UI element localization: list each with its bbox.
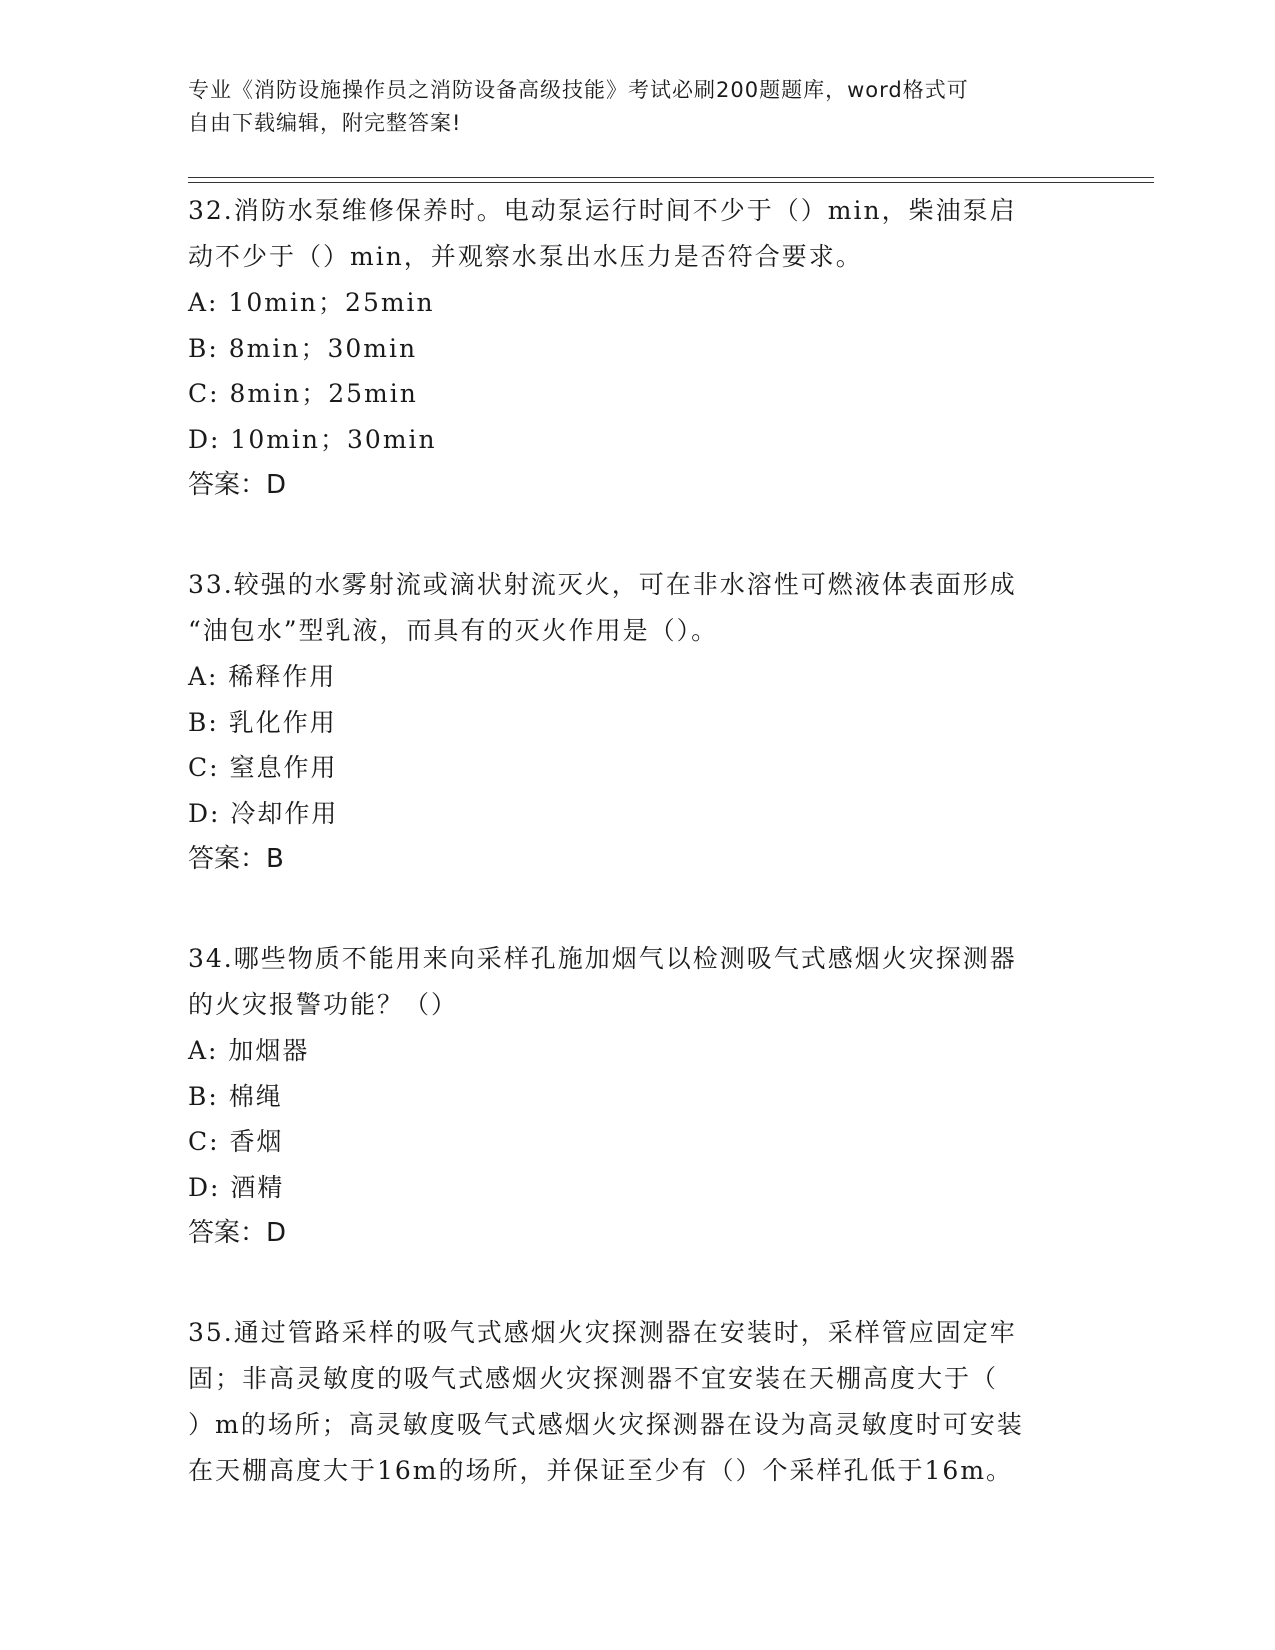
question-stem-line: 34.哪些物质不能用来向采样孔施加烟气以检测吸气式感烟火灾探测器 xyxy=(188,944,1017,973)
question-32 xyxy=(188,188,1088,508)
question-list xyxy=(188,188,1088,1548)
question-stem-line: 在天棚高度大于16m的场所，并保证至少有（）个采样孔低于16m。 xyxy=(188,1456,1014,1485)
document-header xyxy=(188,74,1088,140)
question-33 xyxy=(188,562,1088,882)
answer: 答案：B xyxy=(188,844,284,874)
question-stem-line: 35.通过管路采样的吸气式感烟火灾探测器在安装时，采样管应固定牢 xyxy=(188,1318,1017,1347)
option-c: C: 香烟 xyxy=(188,1127,284,1156)
answer: 答案：D xyxy=(188,470,287,500)
option-c: C: 窒息作用 xyxy=(188,753,338,782)
option-a: A: 加烟器 xyxy=(188,1036,310,1065)
question-stem-line: 32.消防水泵维修保养时。电动泵运行时间不少于（）min，柴油泵启 xyxy=(188,196,1017,225)
question-stem-line: “油包水”型乳液，而具有的灭火作用是（）。 xyxy=(188,616,719,645)
header-rule-bottom xyxy=(188,182,1154,183)
option-d: D: 冷却作用 xyxy=(188,798,339,828)
question-stem-line: 固；非高灵敏度的吸气式感烟火灾探测器不宜安装在天棚高度大于（ xyxy=(188,1364,999,1393)
question-stem-line: 的火灾报警功能？（） xyxy=(188,990,459,1019)
question-35 xyxy=(188,1310,1088,1494)
question-stem-line: 33.较强的水雾射流或滴状射流灭火，可在非水溶性可燃液体表面形成 xyxy=(188,570,1017,599)
option-a: A: 稀释作用 xyxy=(188,662,337,691)
option-b: B: 乳化作用 xyxy=(188,707,337,737)
option-b: B: 8min；30min xyxy=(188,333,418,363)
question-34 xyxy=(188,936,1088,1256)
option-d: D: 10min；30min xyxy=(188,424,437,454)
header-line-2: 自由下载编辑，附完整答案! xyxy=(188,111,462,135)
option-b: B: 棉绳 xyxy=(188,1081,283,1111)
question-stem-line: ）m的场所；高灵敏度吸气式感烟火灾探测器在设为高灵敏度时可安装 xyxy=(188,1410,1024,1439)
answer: 答案：D xyxy=(188,1218,287,1248)
header-rule-top xyxy=(188,177,1154,178)
option-d: D: 酒精 xyxy=(188,1172,285,1202)
header-line-1: 专业《消防设施操作员之消防设备高级技能》考试必刷200题题库，word格式可 xyxy=(188,78,969,102)
option-c: C: 8min；25min xyxy=(188,379,418,408)
question-stem-line: 动不少于（）min，并观察水泵出水压力是否符合要求。 xyxy=(188,242,863,271)
option-a: A: 10min；25min xyxy=(188,288,435,317)
